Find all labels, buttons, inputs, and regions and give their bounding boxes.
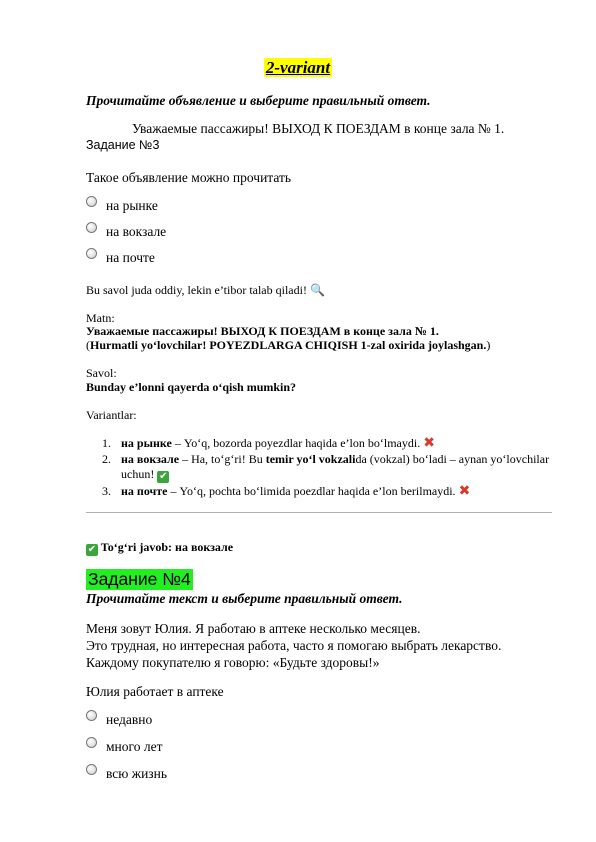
task3-option-2[interactable]: [86, 224, 166, 240]
radio-button[interactable]: [86, 710, 97, 721]
option-label: на рынке: [106, 198, 158, 213]
item-term: на почте: [121, 484, 168, 498]
matn-ru: Уважаемые пассажиры! ВЫХОД К ПОЕЗДАМ в конце зала № 1.: [86, 324, 439, 338]
item-term: на вокзале: [121, 452, 180, 466]
item-number: 2.: [102, 452, 111, 466]
item-term: на рынке: [121, 436, 172, 450]
option-label: недавно: [106, 712, 153, 727]
paren-open: (: [86, 338, 90, 352]
task3-question: Такое объявление можно прочитать: [86, 170, 292, 185]
cross-icon: ✖: [423, 435, 435, 451]
radio-button[interactable]: [86, 222, 97, 233]
paren-close: ): [486, 338, 491, 352]
task4-option-2[interactable]: [86, 739, 162, 755]
task3-option-1[interactable]: [86, 198, 158, 214]
task3-option-3[interactable]: [86, 250, 155, 266]
task4-option-3[interactable]: [86, 766, 167, 782]
savol-text: Bunday e’lonni qayerda o‘qish mumkin?: [86, 380, 297, 394]
check-icon: ✔: [87, 544, 97, 555]
task3-instruction: Прочитайте объявление и выберите правильный ответ.: [86, 93, 431, 108]
item-text: [121, 436, 561, 451]
radio-button[interactable]: [86, 764, 97, 775]
savol-label: Savol:: [86, 366, 117, 380]
option-label: на вокзале: [106, 224, 167, 239]
task4-title: Задание №4: [88, 569, 191, 589]
check-icon: ✔: [159, 470, 168, 482]
option-label: на почте: [106, 250, 155, 265]
task3-announcement: Уважаемые пассажиры! ВЫХОД К ПОЕЗДАМ в конце зала № 1.: [132, 121, 505, 136]
variant-title: [0, 58, 596, 78]
magnifier-icon: 🔍: [309, 283, 325, 297]
intro-text: Bu savol juda oddiy, lekin e’tibor talab qiladi!: [86, 283, 307, 297]
radio-button[interactable]: [86, 737, 97, 748]
matn-label: Matn:: [86, 311, 115, 325]
correct-answer: [86, 540, 233, 556]
item-number: 1.: [102, 436, 111, 450]
matn-uz: [86, 338, 490, 353]
task4-instruction: Прочитайте текст и выберите правильный ответ.: [86, 591, 403, 606]
variant-title-text: 2-variant: [265, 58, 331, 77]
section-divider: [86, 512, 552, 513]
variantlar-label: Variantlar:: [86, 408, 137, 422]
task3-label: Задание №3: [86, 138, 160, 152]
option-label: много лет: [106, 739, 163, 754]
option-label: всю жизнь: [106, 766, 168, 781]
item-desc-bold: temir yo‘l vokzali: [265, 452, 356, 466]
explanation-intro: [86, 283, 325, 298]
answer-value: на вокзале: [175, 540, 234, 554]
task4-text-line-1: Меня зовут Юлия. Я работаю в аптеке несколько месяцев.: [86, 621, 421, 636]
item-text: [121, 452, 561, 483]
item-number: 3.: [102, 484, 111, 498]
task4-option-1[interactable]: [86, 712, 152, 728]
item-desc: – Yo‘q, pochta bo‘limida poezdlar haqida e’lon berilmaydi.: [167, 484, 459, 498]
item-desc-c: da (vokzal) bo‘ladi – aynan yo‘lovchilar uchun!: [121, 452, 550, 481]
matn-uz-text: Hurmatli yo‘lovchilar! POYEZDLARGA CHIQISH 1-zal oxirida joylashgan.: [90, 338, 487, 352]
item-desc: – Yo‘q, bozorda poyezdlar haqida e’lon bo‘lmaydi.: [171, 436, 424, 450]
radio-button[interactable]: [86, 196, 97, 207]
task4-text-line-3: Каждому покупателю я говорю: «Будьте здоровы!»: [86, 655, 380, 670]
answer-label: To‘g‘ri javob:: [100, 540, 173, 554]
radio-button[interactable]: [86, 248, 97, 259]
task4-text-line-2: Это трудная, но интересная работа, часто я помогаю выбрать лекарство.: [86, 638, 502, 653]
item-text: [121, 484, 561, 499]
item-desc-a: – Ha, to‘g‘ri! Bu: [179, 452, 266, 466]
cross-icon: ✖: [458, 483, 471, 499]
task4-question: Юлия работает в аптеке: [86, 684, 224, 699]
